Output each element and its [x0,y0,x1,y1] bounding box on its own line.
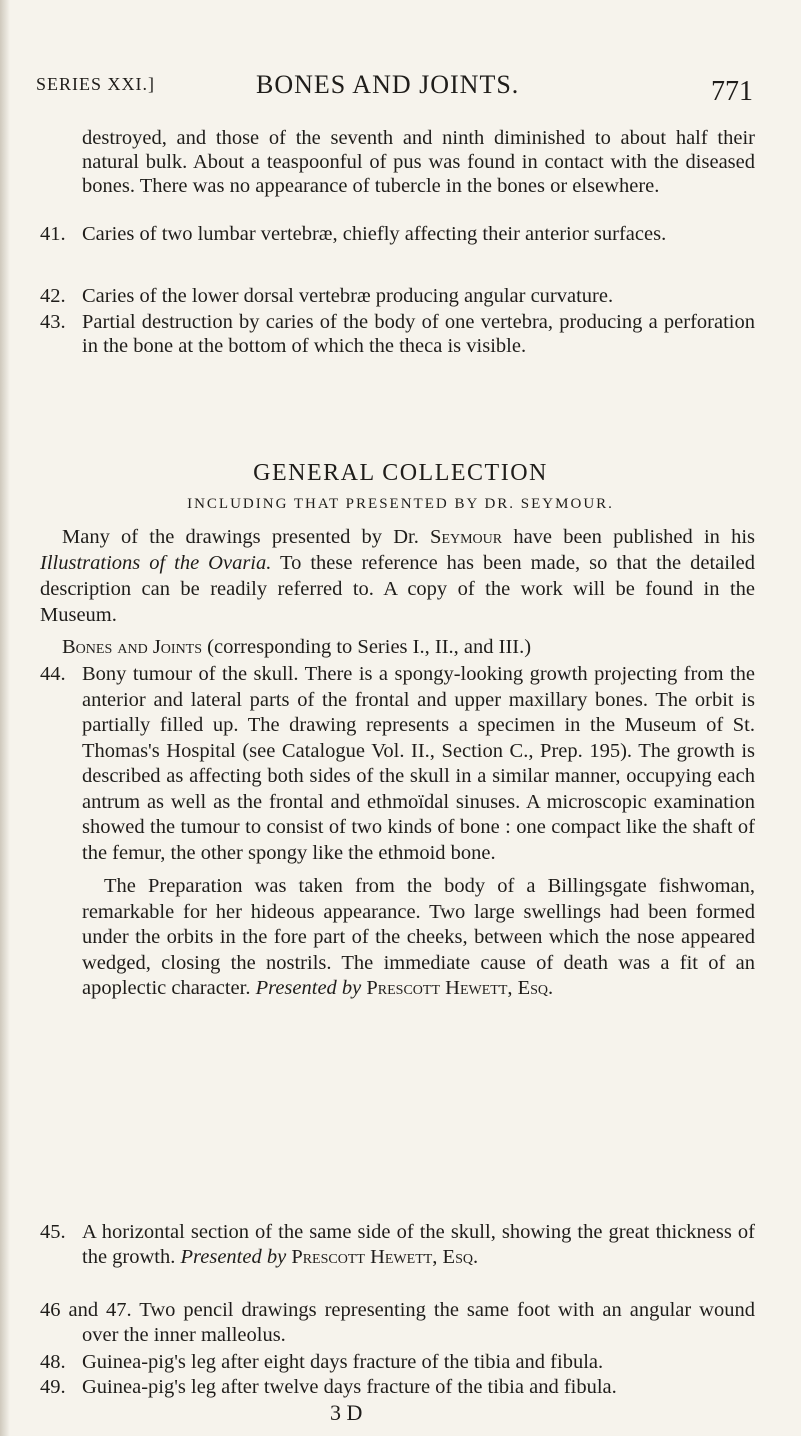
entry-number: 49. [40,1376,66,1398]
printer-signature: 3 D [330,1400,363,1425]
entry-number: 44. [40,663,66,685]
catalogue-entry [40,1375,755,1399]
intro-work-title: Illustrations of the Ovaria. [40,552,272,574]
section-heading: GENERAL COLLECTION [253,460,548,486]
entry-text: A horizontal section of the same side of the skull, showing the great thickness of the growth. [82,1221,755,1268]
entry-text: Guinea-pig's leg after eight days fracture of the tibia and fibula. [82,1351,604,1373]
catalogue-entry [40,284,755,308]
entry-number: 42. [40,285,66,307]
entry-number: 41. [40,223,66,245]
running-header [36,70,753,110]
catalogue-entry [40,310,755,358]
donor-name: Prescott Hewett, Esq. [291,1246,479,1268]
catalogue-entry [40,222,755,246]
entry-text-wrap [82,1220,755,1270]
entry-text: Caries of two lumbar vertebræ, chiefly affecting their anterior surfaces. [82,223,667,245]
entry-number: 43. [40,311,66,333]
series-label: SERIES XXI.] [36,74,155,94]
entry-text: Caries of the lower dorsal vertebræ producing angular curvature. [82,285,614,307]
intro-text-1: Many of the drawings presented by Dr. [62,526,419,548]
entry-text-wrap [40,1298,755,1348]
presented-by: Presented by [180,1246,287,1268]
continued-entry-text: destroyed, and those of the seventh and ninth diminished to about half their natural bulk. About a teaspoonful of pus was found in contact with the diseased bones. There was no appearance of tubercle in the bones or elsewhere. [82,127,755,197]
entry-text-2: The Preparation was taken from the body of a Billingsgate fishwoman, remarkable for her hideous appearance. Two large swellings had been formed under the orbits in the fore part of the cheeks, between which the nose appeared wedged, closing the nostrils. The immediate cause of death was a fit of an apoplectic character. [82,875,755,999]
entry-text: Two pencil drawings representing the same foot with an angular wound over the inner malleolus. [82,1299,755,1346]
presented-by: Presented by [255,977,362,999]
catalogue-entry [40,1220,755,1270]
section-subheading: INCLUDING THAT PRESENTED BY DR. SEYMOUR. [187,496,614,512]
page-number: 771 [711,76,753,107]
entry-text: Bony tumour of the skull. There is a spongy-looking growth projecting from the anterior and lateral parts of the frontal and upper maxillary bones. The orbit is partially filled up. The drawing represents a specimen in the Museum of St. Thomas's Hospital (see Catalogue Vol. II., Section C., Prep. 195). The growth is described as affecting both sides of the skull in a similar manner, occupying each antrum as well as the frontal and ethmoïdal sinuses. A microscopic examination showed the tumour to consist of two kinds of bone : one compact like the shaft of the femur, the other spongy like the ethmoid bone. [82,663,755,864]
donor-name: Prescott Hewett, Esq. [366,977,554,999]
intro-text-3: To these reference has been made, so that the detailed description can be readily referred to. A copy of the work will be found in the Museum. [40,552,755,626]
catalogue-entry [40,1350,755,1374]
entry-text: Partial destruction by caries of the body of one vertebra, producing a perforation in the bone at the bottom of which the theca is visible. [82,311,755,357]
intro-text-2: have been published in his [513,526,756,548]
subsection-label: Bones and Joints [62,636,203,658]
entry-number: 48. [40,1351,66,1373]
running-title: BONES AND JOINTS. [256,70,520,99]
entry-text: Guinea-pig's leg after twelve days fracture of the tibia and fibula. [82,1376,617,1398]
subsection-heading [40,634,755,660]
entry-paragraph-2 [82,874,755,1002]
entry-number: 46 and 47. [40,1299,132,1321]
entry-number: 45. [40,1221,66,1243]
intro-paragraph [40,524,755,628]
catalogue-entry [40,1298,755,1348]
intro-name: Seymour [430,526,503,548]
catalogue-entry [40,662,755,1002]
subsection-note: (corresponding to Series I., II., and III.) [207,636,532,658]
